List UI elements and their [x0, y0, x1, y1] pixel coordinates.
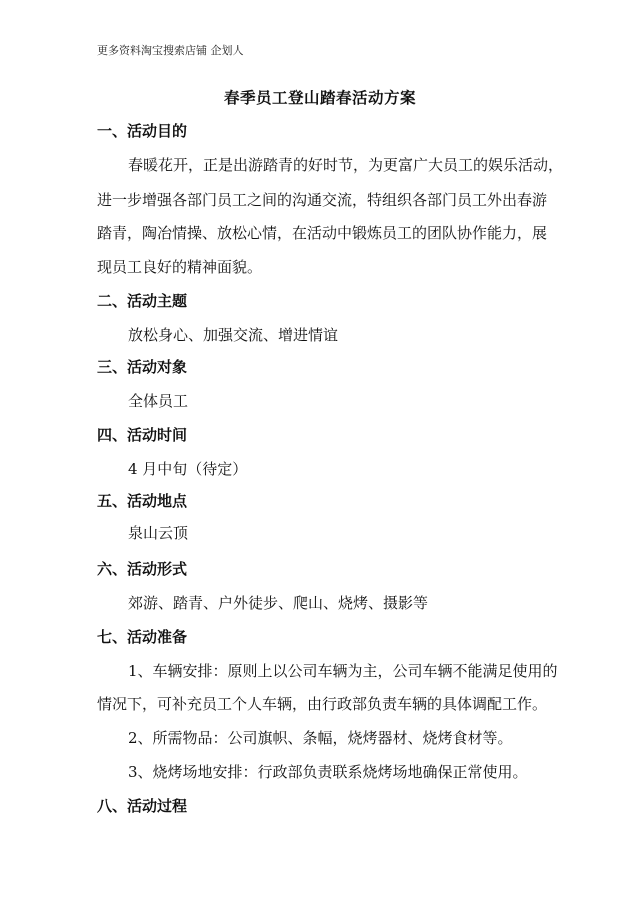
section-content-time: 4 月中旬（待定） [128, 460, 248, 478]
document-title: 春季员工登山踏春活动方案 [223, 88, 416, 107]
section-heading-preparation: 七、活动准备 [97, 628, 188, 646]
paragraph-line: 1、车辆安排：原则上以公司车辆为主，公司车辆不能满足使用的 [128, 662, 558, 680]
paragraph-line: 踏青，陶冶情操、放松心情，在活动中锻炼员工的团队协作能力，展 [97, 224, 548, 242]
section-heading-theme: 二、活动主题 [97, 292, 188, 310]
paragraph-line: 进一步增强各部门员工之间的沟通交流，特组织各部门员工外出春游 [97, 191, 548, 209]
section-content-audience: 全体员工 [128, 392, 189, 410]
section-heading-process: 八、活动过程 [97, 797, 188, 815]
section-heading-format: 六、活动形式 [97, 560, 188, 578]
paragraph-line: 3、烧烤场地安排：行政部负责联系烧烤场地确保正常使用。 [128, 763, 528, 781]
header-note: 更多资料淘宝搜索店铺 企划人 [97, 44, 244, 57]
paragraph-line: 情况下，可补充员工个人车辆，由行政部负责车辆的具体调配工作。 [97, 695, 548, 713]
section-heading-location: 五、活动地点 [97, 492, 188, 510]
section-heading-audience: 三、活动对象 [97, 358, 188, 376]
paragraph-line: 春暖花开，正是出游踏青的好时节，为更富广大员工的娱乐活动， [128, 156, 564, 174]
section-content-theme: 放松身心、加强交流、增进情谊 [128, 326, 339, 344]
section-content-location: 泉山云顶 [128, 524, 189, 542]
paragraph-line: 现员工良好的精神面貌。 [97, 258, 263, 276]
section-heading-time: 四、活动时间 [97, 426, 188, 444]
section-content-format: 郊游、踏青、户外徒步、爬山、烧烤、摄影等 [128, 594, 429, 612]
paragraph-line: 2、所需物品：公司旗帜、条幅，烧烤器材、烧烤食材等。 [128, 729, 513, 747]
section-heading-purpose: 一、活动目的 [97, 122, 188, 140]
